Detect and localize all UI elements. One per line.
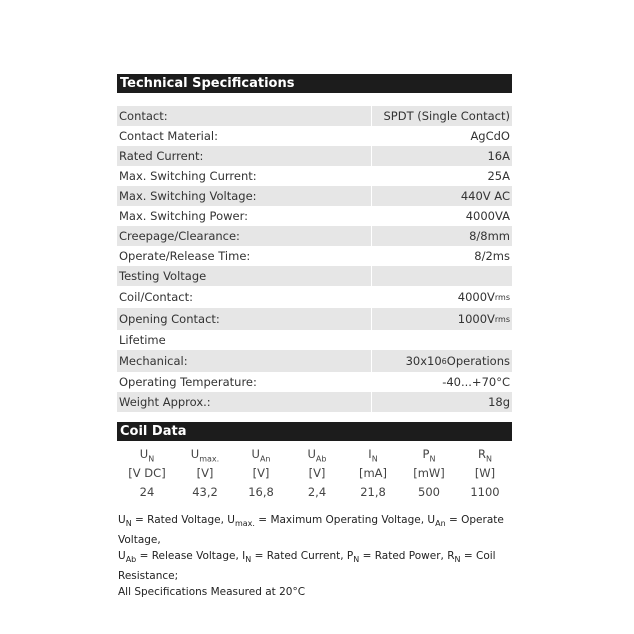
spec-label: Operate/Release Time: [119,249,251,263]
coil-header [289,445,345,464]
coil-unit: [mW] [413,466,445,480]
coil-header-main: U [251,447,260,461]
spec-label: Contact Material: [119,129,218,143]
note-symbol: P [346,550,354,563]
note-symbol: I [242,550,246,563]
spec-label: Contact: [119,109,168,123]
spec-row [117,226,512,246]
spec-value [371,286,512,308]
note-symbol: U [227,514,235,526]
coil-unit: [V DC] [128,466,166,480]
coil-header-main: U [307,447,316,461]
spec-value-sub: rms [494,292,510,302]
note-symbol-sub: Ab [125,555,137,565]
coil-unit: [mA] [358,466,388,480]
spec-value [371,372,512,392]
coil-header [457,445,513,464]
note-symbol-sub: N [245,555,252,565]
note-text: = Rated Power, [359,550,448,563]
note-line-2 [118,548,512,584]
spec-value [371,126,512,146]
spec-label: Max. Switching Current: [119,169,257,183]
coil-data-table [117,445,512,502]
coil-header-main: I [368,447,372,461]
spec-row [117,146,512,166]
spec-value-text: 16A [487,149,510,163]
spec-title: Technical Specifications [117,74,512,93]
spec-value [371,308,512,330]
spec-row [117,206,512,226]
coil-header-main: P [422,447,430,461]
coil-header-sub: An [259,454,271,464]
spec-value-text: 440V AC [460,189,510,203]
note-text: = Maximum Operating Voltage, [254,514,428,526]
coil-header [177,445,233,464]
spec-value [371,392,512,412]
spec-value-sub: rms [494,314,510,324]
spec-value-sup: 6 [441,356,447,366]
spec-row [117,372,512,392]
note-symbol: U [118,514,126,526]
spec-label: Creepage/Clearance: [119,229,240,243]
coil-unit: [V] [252,466,270,480]
coil-title: Coil Data [117,422,512,441]
note-line-3: All Specifications Measured at 20°C [118,586,306,599]
spec-label: Coil/Contact: [119,290,193,304]
spec-row [117,350,512,372]
spec-value [371,146,512,166]
coil-unit: [W] [474,466,496,480]
coil-header-sub: N [148,454,155,464]
spec-value-text: 8/8mm [469,229,510,243]
coil-header [345,445,401,464]
note-symbol-sub: N [353,555,360,565]
spec-value-text: AgCdO [470,129,510,143]
spec-row [117,246,512,266]
spec-row [117,330,512,350]
spec-row [117,392,512,412]
coil-unit: [V] [308,466,326,480]
note-text: = Operate Voltage, [118,514,504,547]
coil-header-sub: N [429,454,436,464]
coil-header-sub: Ab [315,454,327,464]
coil-value: 1100 [470,485,500,499]
coil-header-main: R [478,447,486,461]
note-text: = Rated Current, [251,550,347,563]
spec-label: Lifetime [119,333,166,347]
spec-label: Rated Current: [119,149,204,163]
note-text: = Rated Voltage, [131,514,228,526]
spec-value-text: 18g [488,395,510,409]
spec-value-text: -40...+70°C [442,375,510,389]
datasheet [117,74,512,600]
note-text: = Release Voltage, [136,550,243,563]
spec-value [371,226,512,246]
spec-row [117,166,512,186]
spec-value-text: 30x10 [405,354,442,368]
spec-value [371,330,512,350]
note-text: = Coil Resistance; [118,550,496,583]
spec-value [371,106,512,126]
spec-value [371,350,512,372]
coil-unit: [V] [196,466,214,480]
note-symbol-sub: max. [234,519,255,529]
coil-value: 24 [139,485,155,499]
coil-header-main: U [139,447,149,461]
spec-value-text: 4000V [457,290,495,304]
spec-value-text: SPDT (Single Contact) [383,109,510,123]
coil-value: 43,2 [192,485,218,499]
note-symbol: U [427,514,436,526]
coil-header-sub: max. [199,454,220,464]
coil-header-sub: N [486,454,492,464]
spec-label: Operating Temperature: [119,375,257,389]
spec-value [371,186,512,206]
note-symbol: R [447,550,455,563]
note-symbol-sub: N [125,519,132,529]
spec-label: Testing Voltage [119,269,207,283]
coil-value: 2,4 [307,485,327,499]
spec-row [117,308,512,330]
coil-header [401,445,457,464]
coil-value: 21,8 [360,485,386,499]
spec-value [371,166,512,186]
coil-value: 500 [418,485,440,499]
spec-label: Opening Contact: [119,312,220,326]
coil-header-sub: N [371,454,378,464]
spec-value-text: 25A [487,169,510,183]
spec-table [117,106,512,412]
spec-row [117,286,512,308]
coil-header [233,445,289,464]
spec-label: Weight Approx.: [119,395,211,409]
spec-label: Max. Switching Power: [119,209,248,223]
spec-label: Mechanical: [119,354,188,368]
spec-row [117,186,512,206]
note-symbol: U [118,550,126,563]
spec-value-text: 4000VA [465,209,510,223]
spec-value [371,206,512,226]
coil-value: 16,8 [248,485,274,499]
spec-value-text: 1000V [457,312,495,326]
spec-value [371,246,512,266]
spec-row [117,266,512,286]
note-symbol-sub: An [435,519,446,529]
note-line-1 [118,512,512,548]
spec-value-tail: Operations [446,354,510,368]
note-symbol-sub: N [454,555,461,565]
coil-header [117,445,177,464]
spec-value [371,266,512,286]
coil-header-main: U [190,447,200,461]
spec-row [117,126,512,146]
spec-label: Max. Switching Voltage: [119,189,257,203]
spec-row [117,106,512,126]
spec-value-text: 8/2ms [474,249,510,263]
notes [117,512,512,600]
